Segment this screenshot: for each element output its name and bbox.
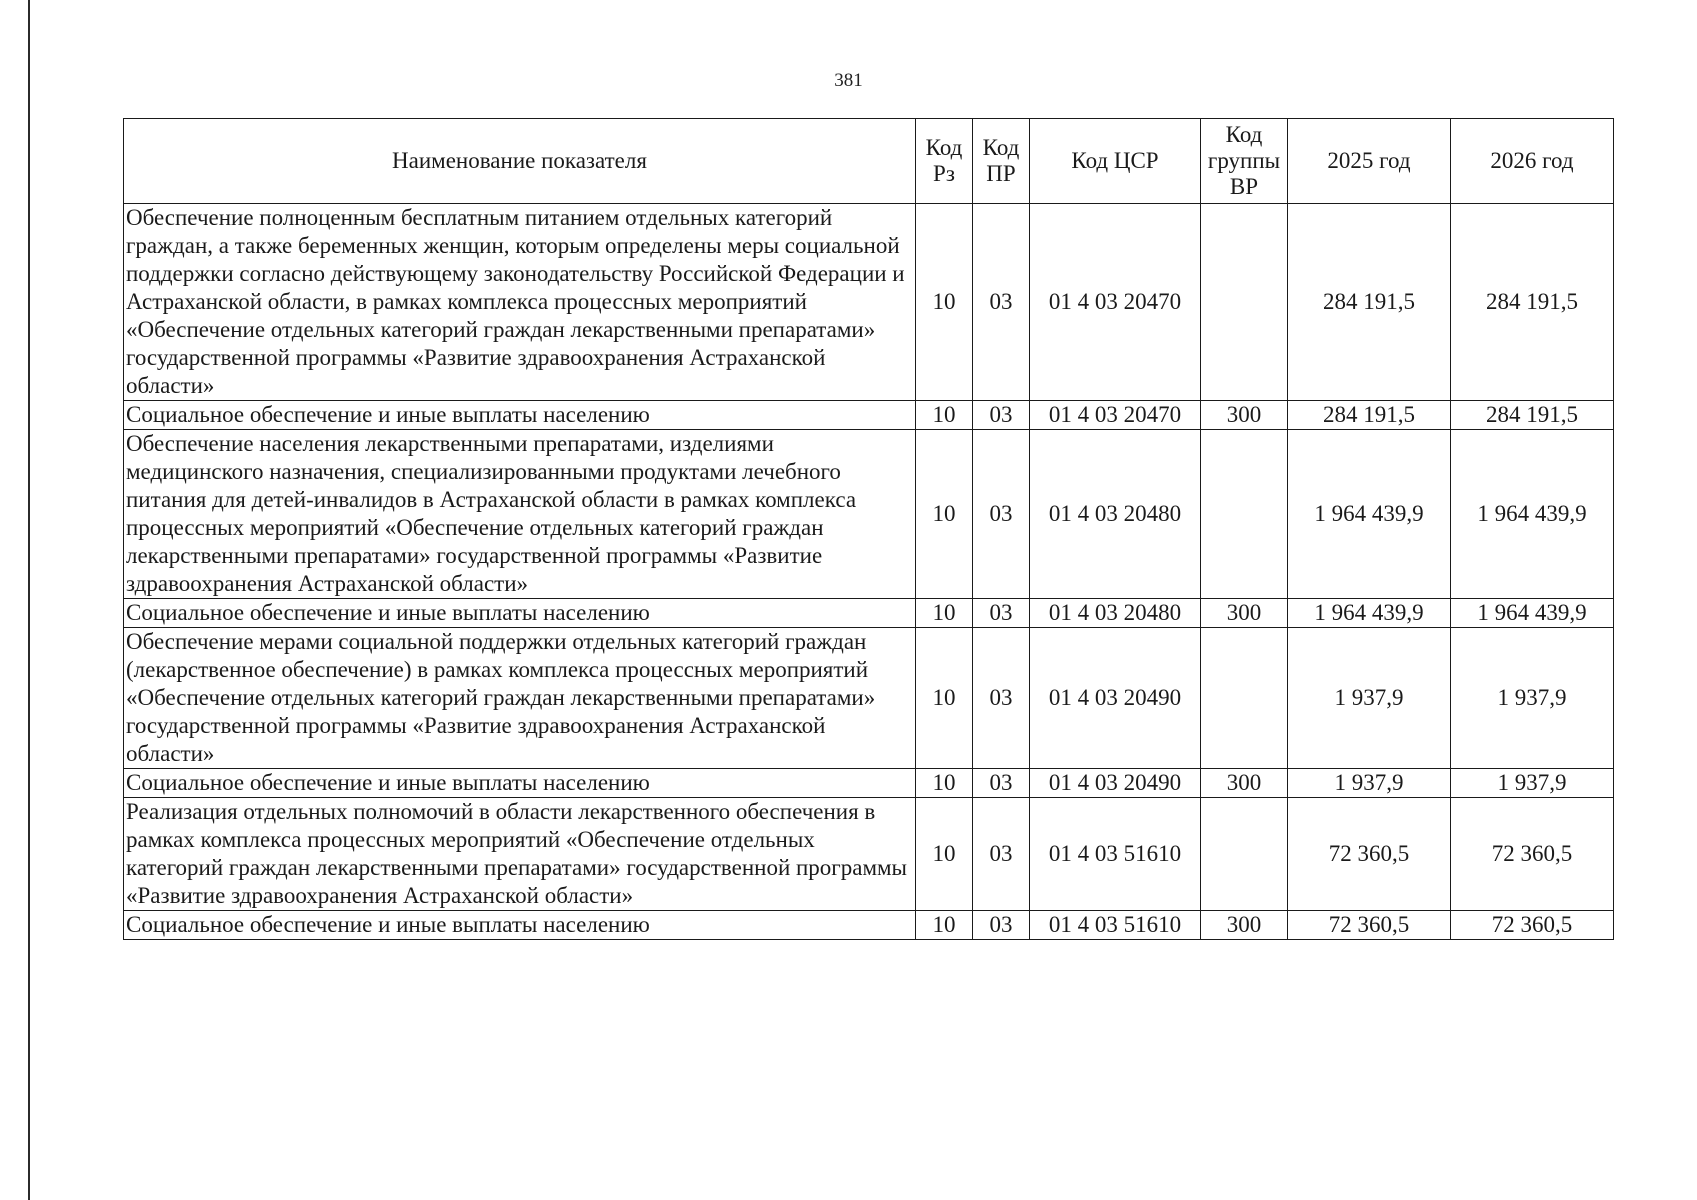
cell-rz: 10 [916, 204, 973, 401]
cell-year-2026: 1 937,9 [1451, 769, 1614, 798]
scan-edge-line [28, 0, 30, 1200]
cell-vr [1201, 204, 1288, 401]
cell-vr: 300 [1201, 769, 1288, 798]
cell-pr: 03 [973, 430, 1030, 599]
cell-csr: 01 4 03 20490 [1030, 628, 1201, 769]
cell-csr: 01 4 03 20470 [1030, 401, 1201, 430]
cell-vr: 300 [1201, 599, 1288, 628]
cell-vr [1201, 430, 1288, 599]
header-rz: Код Рз [916, 119, 973, 204]
cell-name: Обеспечение полноценным бесплатным питанием отдельных категорий граждан, а также беременных женщин, которым определены меры социальной поддержки согласно действующему законодательству Российской Федерации и Астраханской области, в рамках комплекса процессных мероприятий «Обеспечение отдельных категорий граждан лекарственными препаратами» государственной программы «Развитие здравоохранения Астраханской области» [124, 204, 916, 401]
cell-pr: 03 [973, 769, 1030, 798]
table-row [124, 628, 1614, 769]
cell-year-2026: 284 191,5 [1451, 204, 1614, 401]
cell-vr: 300 [1201, 911, 1288, 940]
cell-vr [1201, 628, 1288, 769]
cell-rz: 10 [916, 798, 973, 911]
cell-csr: 01 4 03 20480 [1030, 430, 1201, 599]
cell-name: Социальное обеспечение и иные выплаты населению [124, 769, 916, 798]
header-vr: Код группы ВР [1201, 119, 1288, 204]
cell-name: Реализация отдельных полномочий в области лекарственного обеспечения в рамках комплекса процессных мероприятий «Обеспечение отдельных категорий граждан лекарственными препаратами» государственной программы «Развитие здравоохранения Астраханской области» [124, 798, 916, 911]
cell-name: Обеспечение мерами социальной поддержки отдельных категорий граждан (лекарственное обеспечение) в рамках комплекса процессных мероприятий «Обеспечение отдельных категорий граждан лекарственными препаратами» государственной программы «Развитие здравоохранения Астраханской области» [124, 628, 916, 769]
cell-year-2026: 72 360,5 [1451, 911, 1614, 940]
cell-vr [1201, 798, 1288, 911]
table-row [124, 599, 1614, 628]
cell-year-2026: 1 964 439,9 [1451, 599, 1614, 628]
cell-year-2025: 72 360,5 [1288, 798, 1451, 911]
cell-year-2025: 284 191,5 [1288, 401, 1451, 430]
table-header [124, 119, 1614, 204]
table-row [124, 769, 1614, 798]
cell-rz: 10 [916, 430, 973, 599]
cell-pr: 03 [973, 911, 1030, 940]
table-row [124, 204, 1614, 401]
cell-csr: 01 4 03 20470 [1030, 204, 1201, 401]
header-year-2026: 2026 год [1451, 119, 1614, 204]
header-csr: Код ЦСР [1030, 119, 1201, 204]
cell-vr: 300 [1201, 401, 1288, 430]
cell-pr: 03 [973, 401, 1030, 430]
table-row [124, 430, 1614, 599]
cell-csr: 01 4 03 20480 [1030, 599, 1201, 628]
cell-name: Социальное обеспечение и иные выплаты населению [124, 599, 916, 628]
header-row [124, 119, 1614, 204]
cell-year-2025: 284 191,5 [1288, 204, 1451, 401]
cell-rz: 10 [916, 628, 973, 769]
cell-year-2026: 1 964 439,9 [1451, 430, 1614, 599]
cell-rz: 10 [916, 769, 973, 798]
cell-name: Обеспечение населения лекарственными препаратами, изделиями медицинского назначения, специализированными продуктами лечебного питания для детей-инвалидов в Астраханской области в рамках комплекса процессных мероприятий «Обеспечение отдельных категорий граждан лекарственными препаратами» государственной программы «Развитие здравоохранения Астраханской области» [124, 430, 916, 599]
cell-year-2026: 72 360,5 [1451, 798, 1614, 911]
page-number: 381 [834, 70, 863, 91]
cell-pr: 03 [973, 628, 1030, 769]
budget-table [123, 118, 1614, 940]
cell-rz: 10 [916, 911, 973, 940]
cell-csr: 01 4 03 51610 [1030, 911, 1201, 940]
cell-pr: 03 [973, 204, 1030, 401]
cell-year-2025: 72 360,5 [1288, 911, 1451, 940]
cell-year-2026: 284 191,5 [1451, 401, 1614, 430]
cell-pr: 03 [973, 798, 1030, 911]
header-year-2025: 2025 год [1288, 119, 1451, 204]
cell-csr: 01 4 03 51610 [1030, 798, 1201, 911]
cell-pr: 03 [973, 599, 1030, 628]
cell-year-2025: 1 937,9 [1288, 628, 1451, 769]
cell-year-2026: 1 937,9 [1451, 628, 1614, 769]
header-name: Наименование показателя [124, 119, 916, 204]
table-body [124, 204, 1614, 940]
table-row [124, 798, 1614, 911]
table-row [124, 911, 1614, 940]
cell-rz: 10 [916, 401, 973, 430]
cell-name: Социальное обеспечение и иные выплаты населению [124, 911, 916, 940]
cell-year-2025: 1 964 439,9 [1288, 430, 1451, 599]
table-row [124, 401, 1614, 430]
cell-year-2025: 1 964 439,9 [1288, 599, 1451, 628]
cell-year-2025: 1 937,9 [1288, 769, 1451, 798]
cell-csr: 01 4 03 20490 [1030, 769, 1201, 798]
header-pr: Код ПР [973, 119, 1030, 204]
cell-name: Социальное обеспечение и иные выплаты населению [124, 401, 916, 430]
cell-rz: 10 [916, 599, 973, 628]
